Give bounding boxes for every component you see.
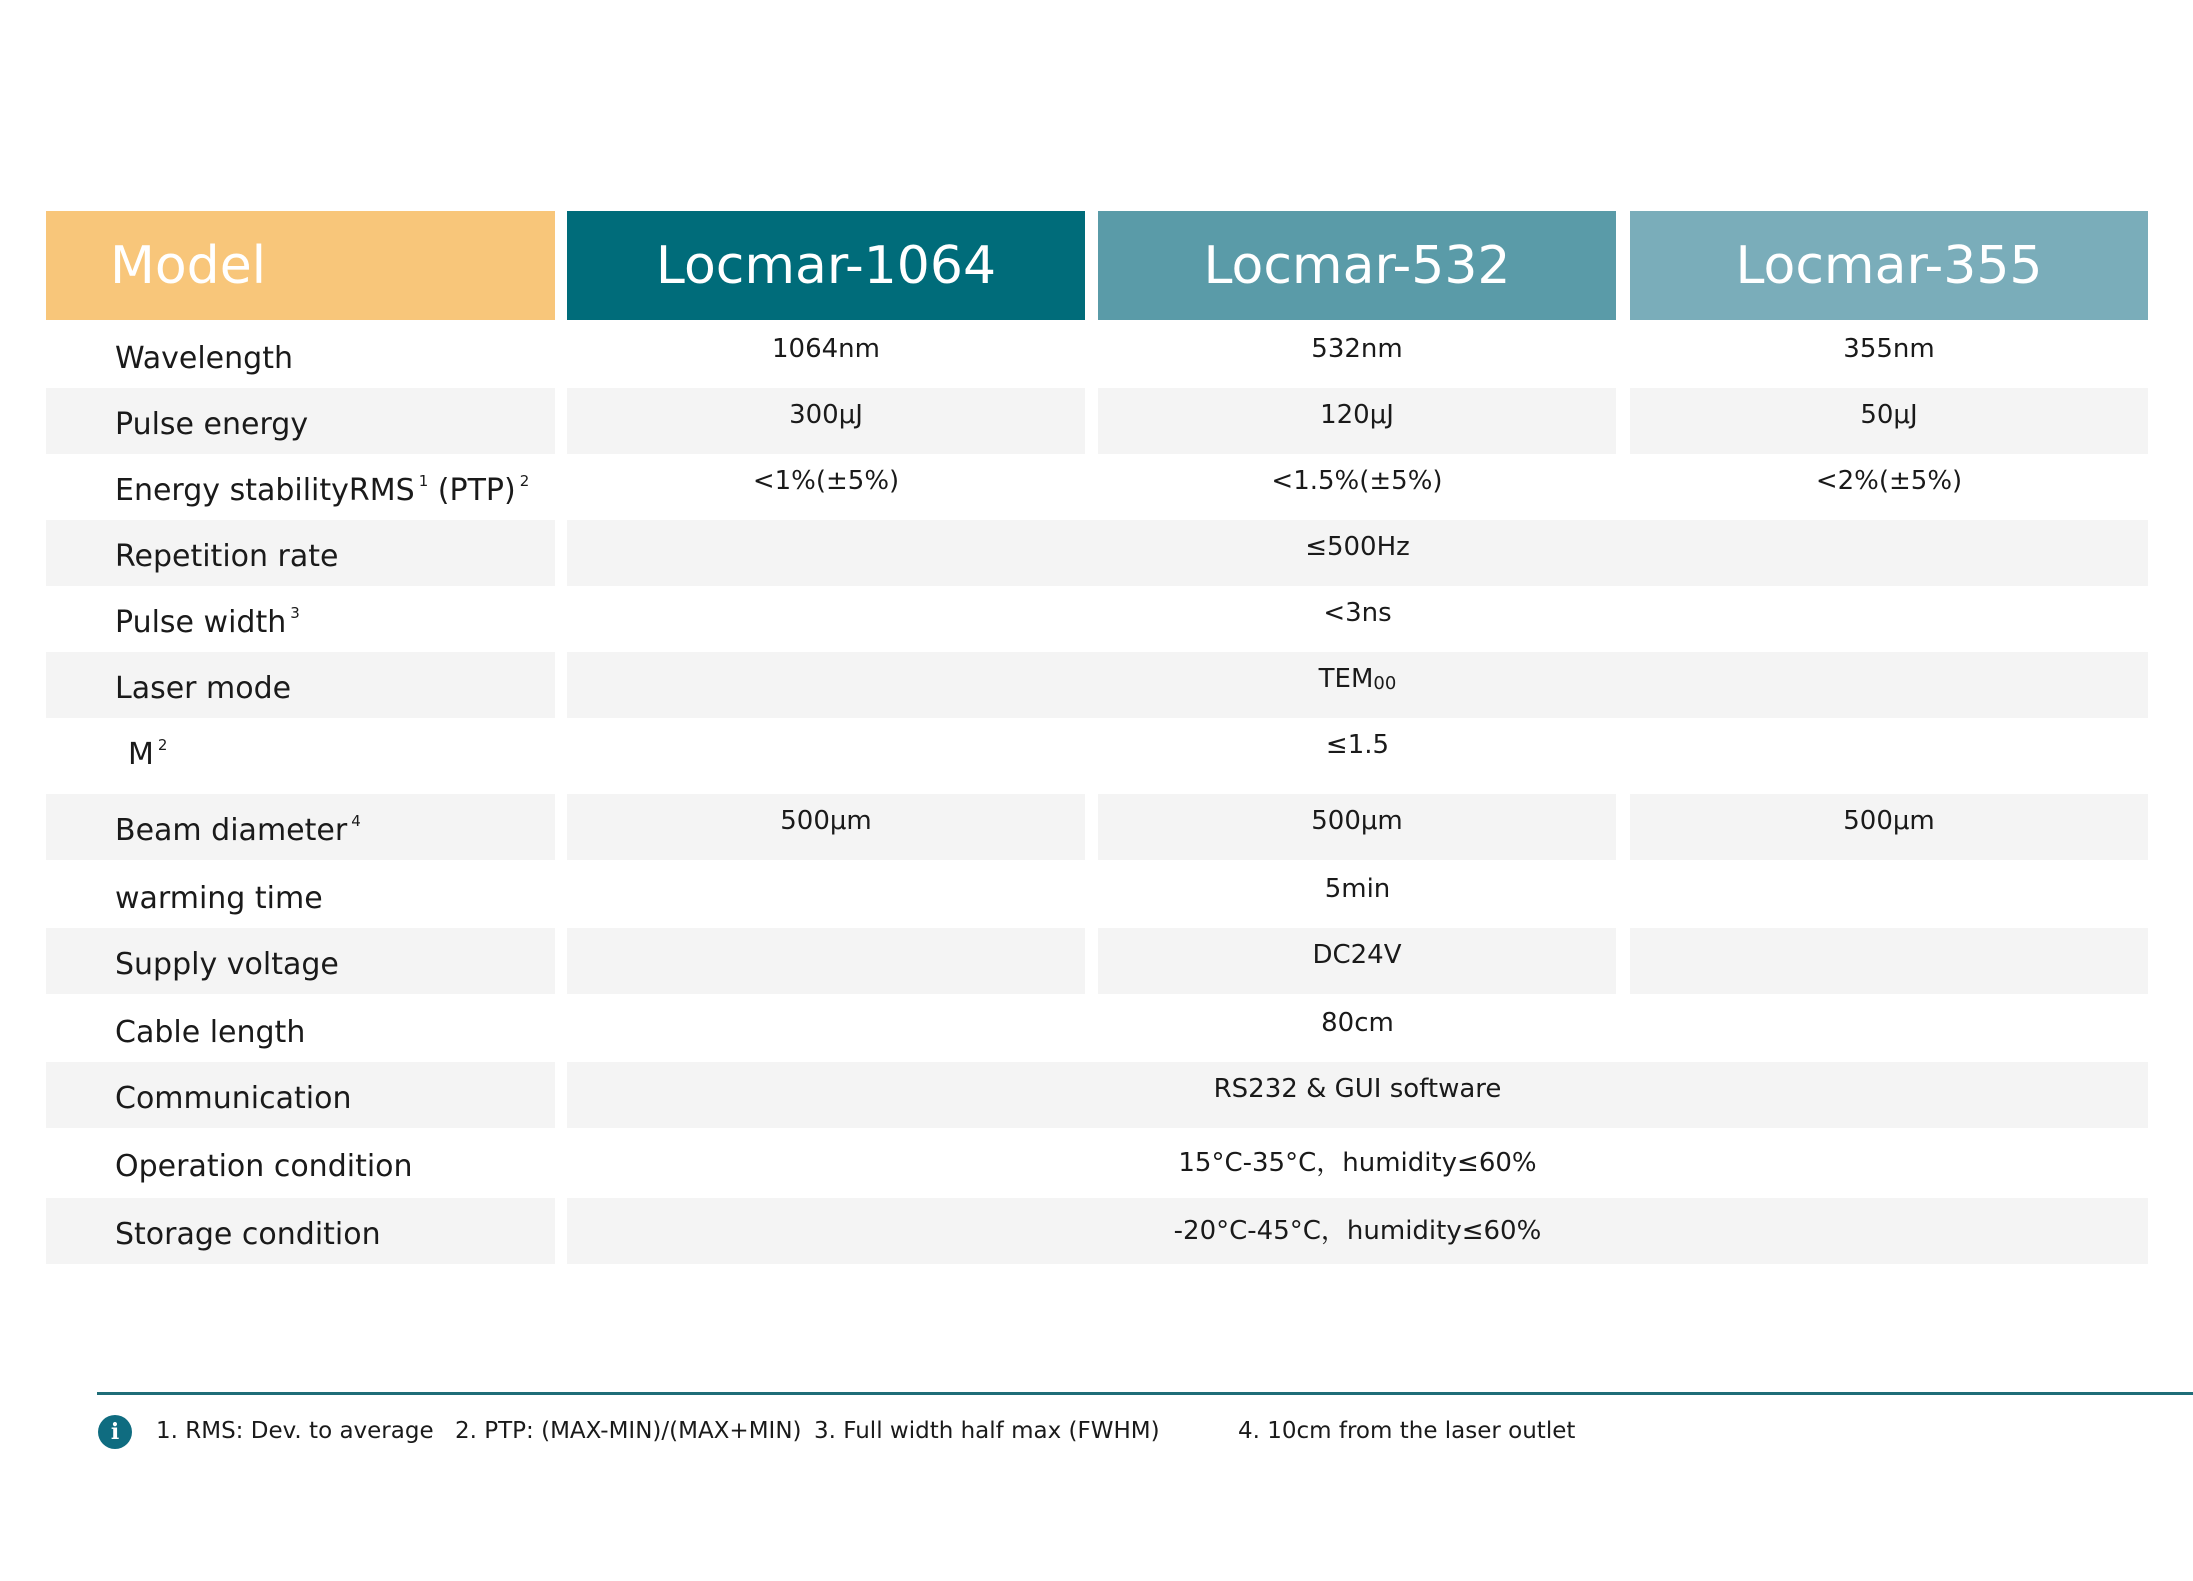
cell-all-models: 5min [1324, 874, 1391, 904]
footnote-1: 1. RMS: Dev. to average [156, 1418, 434, 1444]
row-m2 [0, 718, 2193, 784]
row-label: Energy stabilityRMS $^1$ (PTP) $^2$ [115, 472, 530, 508]
footnote-3: 3. Full width half max (FWHM) [814, 1418, 1160, 1444]
row-supply-voltage [0, 928, 2193, 994]
header-locmar-1064 [567, 211, 1085, 320]
row-label: Supply voltage [46, 928, 555, 994]
row-laser-mode [0, 652, 2193, 718]
header-col3-label: Locmar-355 [1735, 235, 2043, 296]
header-col1-label: Locmar-1064 [655, 235, 997, 296]
row-label: Repetition rate [46, 520, 555, 586]
footnote-divider [97, 1392, 2193, 1395]
header-col2-label: Locmar-532 [1203, 235, 1511, 296]
cell-all-models: RS232 & GUI software [567, 1062, 2148, 1128]
row-energy-stability [0, 454, 2193, 520]
cell-355: 50μJ [1630, 388, 2148, 454]
header-locmar-532 [1098, 211, 1616, 320]
cell-1064 [567, 928, 1085, 994]
row-cable-length [0, 996, 2193, 1062]
cell-all-models: $TEM_{00}$ [567, 652, 2148, 718]
row-warming-time [0, 862, 2193, 928]
row-label: Communication [46, 1062, 555, 1128]
header-model-label: Model [110, 235, 267, 296]
cell-355: 355nm [1843, 334, 1935, 364]
header-model [46, 211, 555, 320]
row-pulse-width [0, 586, 2193, 652]
row-label: warming time [115, 881, 323, 916]
info-icon: i [98, 1415, 132, 1449]
cell-1064: <1%(±5%) [752, 466, 900, 496]
cell-1064: 500μm [567, 794, 1085, 860]
row-label: Cable length [115, 1015, 306, 1050]
row-label: Beam diameter $^4$ [46, 794, 555, 860]
footnote-4: 4. 10cm from the laser outlet [1238, 1418, 1576, 1444]
row-label: Pulse width $^3$ [115, 604, 300, 640]
row-label: Storage condition [46, 1198, 555, 1264]
row-repetition-rate [0, 520, 2193, 586]
row-storage-condition [0, 1198, 2193, 1264]
cell-all-models: ≤1.5 [1325, 730, 1390, 760]
footnote-2: 2. PTP: (MAX-MIN)/(MAX+MIN) [455, 1418, 802, 1444]
row-beam-diameter [0, 794, 2193, 860]
row-label: M $^2$ [128, 736, 168, 772]
header-locmar-355 [1630, 211, 2148, 320]
cell-532: DC24V [1098, 928, 1616, 994]
cell-1064: 300μJ [567, 388, 1085, 454]
row-label: Operation condition [115, 1149, 413, 1184]
cell-all-models: -20°C-45°C，humidity≤60% [567, 1198, 2148, 1264]
cell-all-models: 15°C-35°C，humidity≤60% [1178, 1148, 1537, 1178]
row-pulse-energy [0, 388, 2193, 454]
row-communication [0, 1062, 2193, 1128]
cell-355: 500μm [1630, 794, 2148, 860]
cell-532: 500μm [1098, 794, 1616, 860]
row-label: Laser mode [46, 652, 555, 718]
cell-532: 532nm [1311, 334, 1403, 364]
row-label: Wavelength [115, 341, 293, 376]
cell-532: <1.5%(±5%) [1271, 466, 1443, 496]
row-label: Pulse energy [46, 388, 555, 454]
cell-355 [1630, 928, 2148, 994]
cell-532: 120μJ [1098, 388, 1616, 454]
cell-355: <2%(±5%) [1815, 466, 1963, 496]
cell-all-models: ≤500Hz [567, 520, 2148, 586]
row-wavelength [0, 322, 2193, 388]
cell-1064: 1064nm [772, 334, 880, 364]
row-operation-condition [0, 1130, 2193, 1196]
cell-all-models: <3ns [1323, 598, 1392, 628]
cell-all-models: 80cm [1321, 1008, 1394, 1038]
